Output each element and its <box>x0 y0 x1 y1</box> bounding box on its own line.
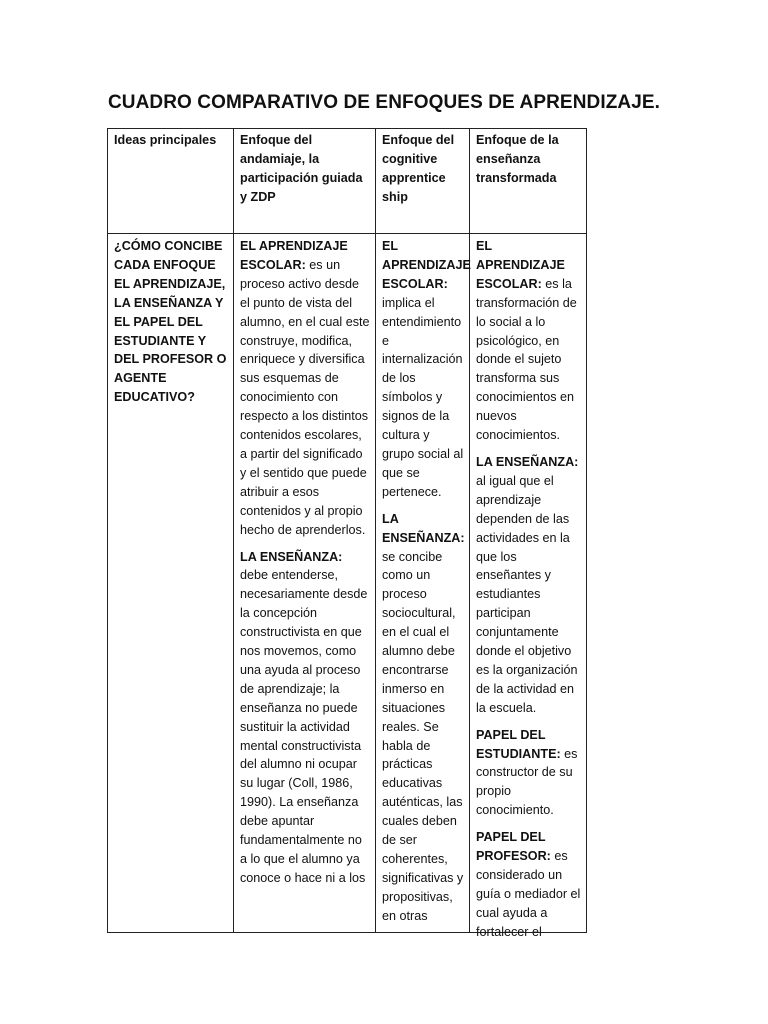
transformada-ensenanza-paragraph <box>476 453 581 718</box>
transformada-estudiante-paragraph <box>476 726 581 821</box>
transformada-aprendizaje-paragraph <box>476 237 581 445</box>
cell-cognitive-apprenticeship <box>376 234 470 933</box>
transformada-ensenanza-text: al igual que el aprendizaje dependen de las actividades en la que los enseñantes y estudiantes participan conjuntamente donde el objetivo es la organización de la actividad en la escuela. <box>476 473 578 715</box>
cognitive-ensenanza-text: se concibe como un proceso sociocultural, en el cual el alumno debe encontrarse inmerso en situaciones reales. Se habla de prácticas educativas auténticas, las cuales deben de ser coherentes, significativas y propositivas, en otras <box>382 549 464 923</box>
transformada-aprendizaje-label: EL APRENDIZAJE ESCOLAR: <box>476 239 565 291</box>
table-body-row <box>108 234 587 933</box>
transformada-profesor-label: PAPEL DEL PROFESOR: <box>476 830 551 864</box>
cognitive-ensenanza-label: LA ENSEÑANZA: <box>382 511 465 545</box>
andamiaje-ensenanza-label: LA ENSEÑANZA: <box>240 549 343 564</box>
cognitive-ensenanza-paragraph <box>382 510 464 926</box>
transformada-profesor-paragraph <box>476 828 581 941</box>
transformada-estudiante-text: es constructor de su propio conocimiento. <box>476 746 578 818</box>
header-enfoque-ensenanza-transformada: Enfoque de la enseñanza transformada <box>470 129 587 234</box>
andamiaje-aprendizaje-label: EL APRENDIZAJE ESCOLAR: <box>240 239 348 272</box>
document-title: CUADRO COMPARATIVO DE ENFOQUES DE APRENDIZAJE. <box>107 92 661 113</box>
transformada-profesor-text: es considerado un guía o mediador el cual ayuda a fortalecer el <box>476 849 581 939</box>
cell-question <box>108 234 234 933</box>
andamiaje-ensenanza-paragraph <box>240 548 370 888</box>
andamiaje-ensenanza-text: debe entenderse, necesariamente desde la concepción constructivista en que nos movemos, como una ayuda al proceso de aprendizaje; la enseñanza no puede sustituir la actividad mental constructivista del alumno ni ocupar su lugar (Coll, 1986, 1990). La enseñanza debe apuntar fundamentalmente no a lo que el alumno ya conoce o hace ni a los <box>240 568 368 885</box>
table-header-row <box>108 129 587 234</box>
cognitive-aprendizaje-text: implica el entendimiento e internalización de los símbolos y signos de la cultura y grupo social al que se pertenece. <box>382 295 464 499</box>
transformada-aprendizaje-text: es la transformación de lo social a lo psicológico, en donde el sujeto transforma sus conocimientos en nuevos conocimientos. <box>476 276 577 443</box>
cell-ensenanza-transformada <box>470 234 587 939</box>
comparison-table <box>107 128 587 939</box>
andamiaje-aprendizaje-paragraph <box>240 237 370 540</box>
header-enfoque-andamiaje: Enfoque del andamiaje, la participación guiada y ZDP <box>234 129 376 234</box>
header-ideas-principales: Ideas principales <box>108 129 234 234</box>
cognitive-aprendizaje-label: EL APRENDIZAJE ESCOLAR: <box>382 239 471 291</box>
andamiaje-aprendizaje-text: es un proceso activo desde el punto de vista del alumno, en el cual este construye, modifica, enriquece y diversifica sus esquemas de conocimiento con respecto a los distintos contenidos escolares, a partir del significado y el sentido que puede atribuir a esos contenidos y al propio hecho de aprenderlos. <box>240 257 370 537</box>
cell-andamiaje <box>234 234 376 933</box>
question-text: ¿CÓMO CONCIBE CADA ENFOQUE EL APRENDIZAJE, LA ENSEÑANZA Y EL PAPEL DEL ESTUDIANTE Y DEL PROFESOR O AGENTE EDUCATIVO? <box>114 239 227 405</box>
header-enfoque-cognitive-apprenticeship: Enfoque del cognitive apprentice ship <box>376 129 470 234</box>
transformada-ensenanza-label: LA ENSEÑANZA: <box>476 454 579 469</box>
transformada-estudiante-label: PAPEL DEL ESTUDIANTE: <box>476 727 561 761</box>
cognitive-aprendizaje-paragraph <box>382 237 471 502</box>
